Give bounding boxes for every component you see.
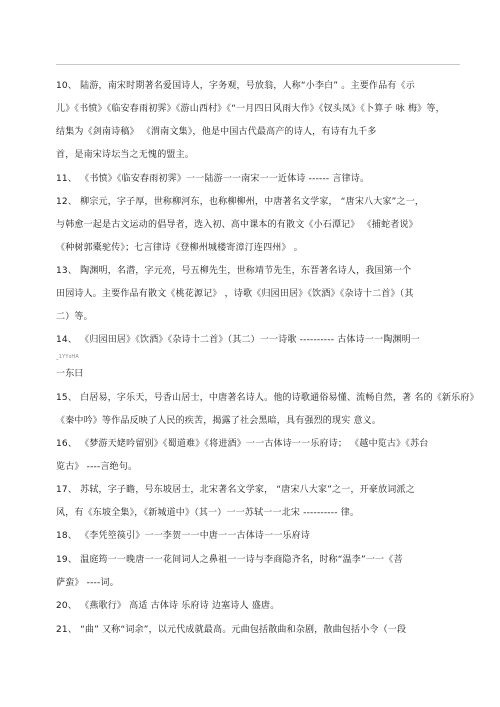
text-line-16-cont-1: 览古》 ----言绝句。 xyxy=(56,462,138,472)
text-line-16: 16、 《梦游天姥吟留别》《蜀道难》《将进酒》一一古体诗一一乐府诗； 《越中览古》《苏台 xyxy=(56,439,429,449)
text-line-14-cont-1: 一东曰 xyxy=(56,369,84,379)
text-line-15: 15、 白居易，字乐天，号香山居士，中唐著名诗人。他的诗歌通俗易懂、流畅自然，著 名的《新乐府》 xyxy=(56,393,479,403)
text-line-13-cont-1: 田园诗人。主要作品有散文《桃花源记》 ，诗歌《归园田居》《饮酒》《杂诗十二首》（其 xyxy=(56,289,414,299)
text-line-13-cont-2: 二）等。 xyxy=(56,312,93,322)
stray-mark: _1YYsHA xyxy=(56,354,79,360)
header-rule xyxy=(56,64,460,65)
text-line-17: 17、 苏轼，字子瞻，号东坡居士，北宋著名文学家， “唐宋八大家”之一，开豪放词派之 xyxy=(56,485,415,495)
text-line-21: 21、 “曲” 又称“词余”，以元代成就最高。元曲包括散曲和杂剧，散曲包括小令（一段 xyxy=(56,625,407,635)
text-line-10-cont-3: 首，是南宋诗坛当之无愧的盟主。 xyxy=(56,150,195,160)
text-line-20: 20、 《燕歌行》 高适 古体诗 乐府诗 边塞诗人 盛唐。 xyxy=(56,601,280,611)
text-line-10-cont-2: 结集为《剑南诗稿》 《渭南文集》，他是中国古代最高产的诗人，有诗有九千多 xyxy=(56,127,377,137)
text-line-13: 13、 陶渊明，名潜，字元亮，号五柳先生，世称靖节先生，东晋著名诗人，我国第一个 xyxy=(56,266,412,276)
text-line-12-cont-2: 《种树郭橐驼传》；七言律诗《登柳州城楼寄漳汀连四州》 。 xyxy=(56,243,303,253)
text-line-10: 10、 陆游，南宋时期著名爱国诗人，字务观，号放翁，人称“小李白” 。主要作品有《示 xyxy=(56,81,415,91)
text-line-14: 14、 《归园田居》《饮酒》《杂诗十二首》（其二）一一诗歌 ---------- 古体诗一一陶渊明一 xyxy=(56,335,421,345)
text-line-19-cont-1: 萨蛮》 ----词。 xyxy=(56,578,119,588)
text-line-19: 19、 温庭筠一一晚唐一一花间词人之鼻祖一一诗与李商隐齐名，时称“温李”一一《菩 xyxy=(56,555,403,565)
text-line-18: 18、 《李凭箜篌引》一一李贺一一中唐一一古体诗一一乐府诗 xyxy=(56,531,311,541)
text-line-15-cont-1: 《秦中吟》等作品反映了人民的疾苦，揭露了社会黑暗，具有强烈的现实 意义。 xyxy=(56,416,382,426)
text-line-12-cont-1: 与韩愈一起是古文运动的倡导者，选入初、高中课本的有散文《小石潭记》 《捕蛇者说》 xyxy=(56,220,418,230)
text-line-11: 11、 《书愤》《临安春雨初霁》一一陆游一一南宋一一近体诗 ------ 言律诗。 xyxy=(56,174,370,184)
text-line-10-cont-1: 儿》《书愤》《临安春雨初霁》《游山西村》《“一月四日风雨大作》《钗头凤》《卜算子 咏 梅》等， xyxy=(56,104,445,114)
text-line-12: 12、 柳宗元，字子厚，世称柳河东，也称柳柳州，中唐著名文学家， “唐宋八大家”之一， xyxy=(56,197,425,207)
text-line-17-cont-1: 风，有《东坡全集》，《新城道中》（其一）一一苏轼一一北宋 ---------- 律。 xyxy=(56,508,360,518)
